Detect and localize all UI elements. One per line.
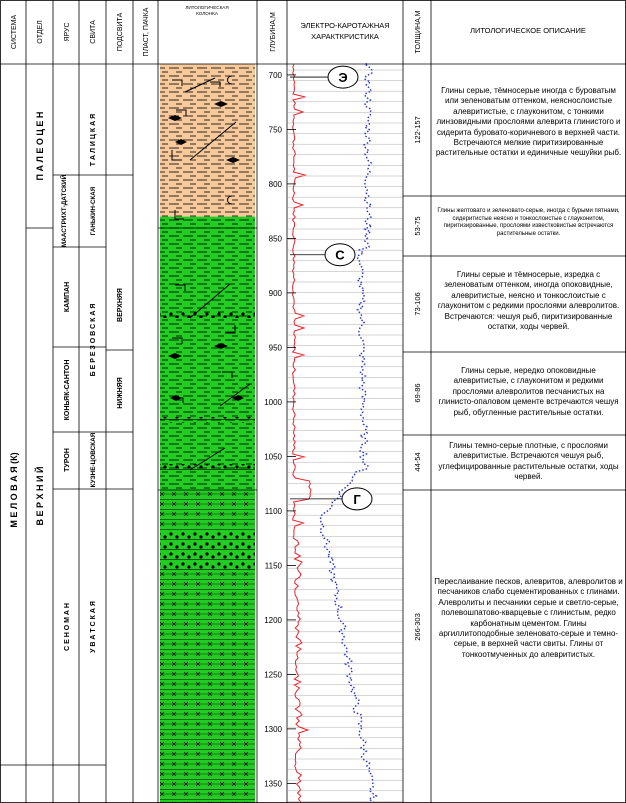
description-kuznetsovskaya: Глины темно-серые плотные, с прослоями алевритистые. Встречаются чешуя рыб, углефицированные растительные остатки, ходы червей. bbox=[438, 441, 619, 482]
header-lith-line2: КОЛОНКА bbox=[196, 11, 218, 16]
header-lith-line1: ЛИТОЛОГИЧЕСКАЯ bbox=[185, 5, 229, 10]
marker-label: С bbox=[335, 247, 345, 263]
description-gankinskaya: Глины желтовато и зеленовато-серые, иногда с бурыми пятнами, сидеритистые неясно и тонкослоистые с глауконитом, пиритизированные, прослоями известковистые встречаются растительные остатки. bbox=[437, 208, 620, 237]
svita-kuznetsovskaya: КУЗНЕ-ЦОВСКАЯ bbox=[90, 432, 97, 488]
header-svita: СВИТА bbox=[90, 20, 97, 44]
yarus-coniac: КОНЬЯК-САНТОН bbox=[64, 359, 71, 421]
silt-hatch bbox=[160, 490, 255, 530]
depth-tick-label: 1150 bbox=[264, 561, 282, 571]
sand-hatch bbox=[160, 530, 255, 572]
depth-tick-label: 1350 bbox=[264, 779, 282, 789]
header-depth: ГЛУБИНА,М bbox=[270, 12, 277, 52]
description-talitskaya: Глины серые, тёмносерые иногда с буроватым или зеленоватым оттенком, неяснослоистые алевритистые, с глауконитом, с тонкими линзовидными прослоями алеврита глинистого и сидерита буровато-коричневого в верхней части. Встречаются мелкие пиритизированные растительные остатки и единичные чешуйки рыб. bbox=[435, 86, 622, 158]
sand-band bbox=[160, 310, 255, 318]
depth-tick-label: 1300 bbox=[264, 724, 282, 734]
yarus-maastricht: МААСТРИХТ-ДАТСКИЙ bbox=[61, 174, 68, 248]
header-description: ЛИТОЛОГИЧЕСКОЕ ОПИСАНИЕ bbox=[470, 26, 586, 35]
depth-tick-label: 750 bbox=[268, 125, 282, 135]
markers bbox=[290, 66, 372, 510]
depth-tick-label: 700 bbox=[268, 70, 282, 80]
header-podsvita: ПОДСВИТА bbox=[117, 12, 124, 52]
header-sistema: СИСТЕМА bbox=[11, 14, 18, 50]
svita-talitskaya: Т А Л И Ц К А Я bbox=[90, 113, 97, 167]
svita-berezovskaya: Б Е Р Е З О В С К А Я bbox=[90, 303, 97, 377]
svita-gankinskaya: ГАНЬКИН-СКАЯ bbox=[90, 186, 97, 236]
header-electro-line2: ХАРАКТКРИСТИКА bbox=[311, 32, 379, 41]
thickness-value: 69-86 bbox=[413, 383, 422, 403]
description-coniac: Глины серые, нередко опоковидные алевритистые, с глауконитом и редкими прослоями алевролитов песчанистых на глинисто-опаловом цементе встречаются чешуя рыб, обугленные растительные остатки. bbox=[438, 366, 619, 417]
clay-hatch bbox=[160, 228, 255, 490]
yarus-cenoman: С Е Н О М А Н bbox=[64, 603, 71, 651]
depth-axis bbox=[264, 71, 296, 788]
podsvita-upper: ВЕРХНЯЯ bbox=[117, 288, 124, 322]
depth-tick-label: 1100 bbox=[264, 506, 282, 516]
depth-tick-label: 800 bbox=[268, 179, 282, 189]
log-grid bbox=[288, 70, 403, 801]
header-electro-line1: ЭЛЕКТРО-КАРОТАЖНАЯ bbox=[300, 21, 390, 30]
sand-band bbox=[160, 464, 255, 470]
thickness-value: 53-75 bbox=[413, 216, 422, 236]
description-uvatskaya: Переслаивание песков, алевритов, алевролитов и песчаников слабо сцементированных с глинами. Алевролиты и песчаники серые и светло-серые, полевошпатово-кварцевые с глинистым, редко карбонатным цементом. Глины аргиллитоподобные зеленовато-серые и темно-серые, в верхней части свиты. Глины от тонкоотмученных до алевритистых. bbox=[434, 577, 623, 659]
thickness-value: 73-106 bbox=[413, 292, 422, 316]
marker-label: Г bbox=[353, 491, 361, 507]
podsvita-lower: НИЖНЯЯ bbox=[117, 377, 124, 409]
thickness-value: 122-157 bbox=[413, 116, 422, 144]
header-otdel: ОТДЕЛ bbox=[37, 20, 44, 44]
thickness-value: 266-303 bbox=[413, 613, 422, 641]
depth-tick-label: 1250 bbox=[264, 670, 282, 680]
silt-hatch bbox=[160, 572, 255, 803]
resistivity-curve-blue bbox=[320, 64, 376, 802]
yarus-campan: КАМПАН bbox=[64, 281, 71, 313]
header-yarus: ЯРУС bbox=[64, 22, 71, 42]
otdel-paleocene: П А Л Е О Ц Е Н bbox=[35, 111, 45, 181]
description-campan: Глины серые и тёмносерые, изредка с зеленоватым оттенком, иногда опоковидные, алевритистые, неясно и тонкослоистые с глауконитом с редкими прослоями алевролитов. Встречаются: чешуя рыб, пиритизированные остатки, ходы червей. bbox=[437, 270, 620, 332]
header-thickness: ТОЛЩИНА,М bbox=[415, 10, 422, 54]
sand-band bbox=[160, 417, 255, 423]
clay-hatch bbox=[160, 66, 255, 228]
depth-tick-label: 850 bbox=[268, 234, 282, 244]
svita-uvatskaya: У В А Т С К А Я bbox=[90, 601, 97, 653]
marker-label: Э bbox=[338, 70, 348, 86]
depth-tick-label: 950 bbox=[268, 343, 282, 353]
yarus-turon: ТУРОН bbox=[64, 448, 71, 472]
depth-tick-label: 900 bbox=[268, 288, 282, 298]
otdel-upper: В Е Р Х Н И Й bbox=[35, 466, 45, 526]
depth-tick-label: 1000 bbox=[264, 397, 282, 407]
depth-tick-label: 1200 bbox=[264, 615, 282, 625]
thickness-value: 44-54 bbox=[413, 452, 422, 472]
sistema-label: М Е Л О В А Я (К) bbox=[9, 452, 19, 528]
header-plast: ПЛАСТ, ПАЧКА bbox=[143, 7, 150, 57]
sp-curve-red bbox=[293, 64, 312, 802]
depth-tick-label: 1050 bbox=[264, 452, 282, 462]
